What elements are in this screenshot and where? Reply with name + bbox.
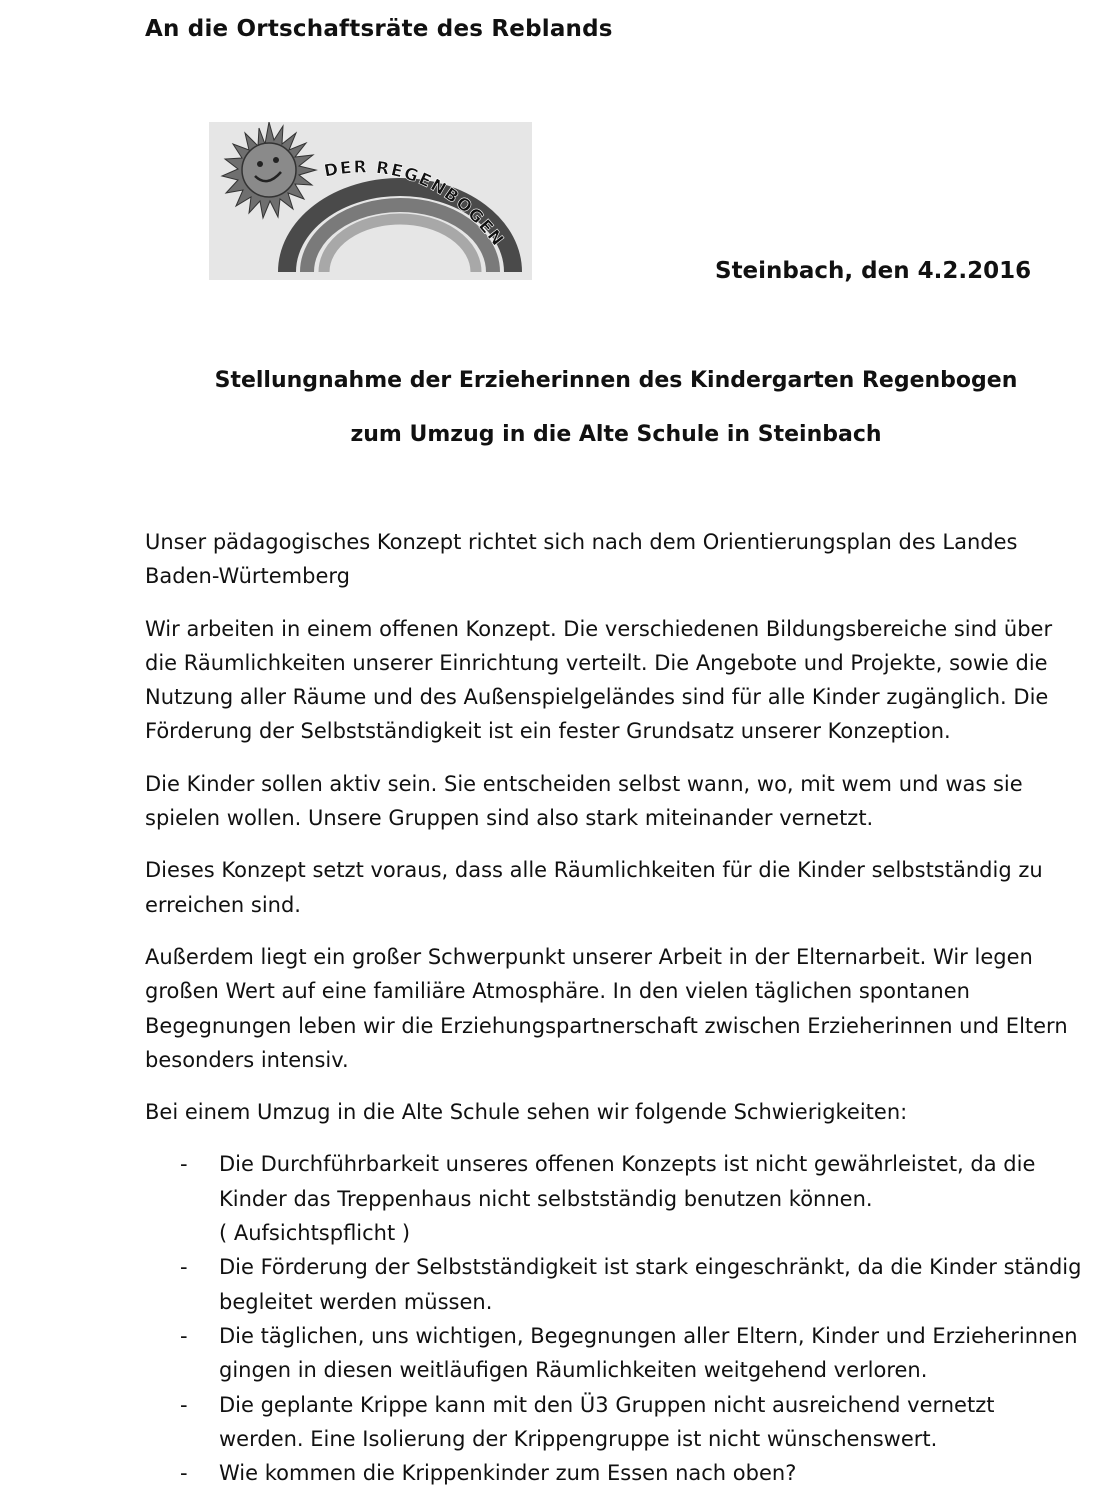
statement-title-line-2: zum Umzug in die Alte Schule in Steinbach bbox=[350, 422, 882, 447]
list-item bbox=[145, 1319, 1085, 1388]
kindergarten-logo bbox=[209, 122, 532, 280]
list-item bbox=[145, 1456, 1085, 1490]
paragraph-active-children: Die Kinder sollen aktiv sein. Sie entscheiden selbst wann, wo, mit wem und was sie spielen wollen. Unsere Gruppen sind also stark miteinander vernetzt. bbox=[145, 771, 1023, 831]
place-and-date: Steinbach, den 4.2.2016 bbox=[715, 258, 1032, 284]
difficulties-list bbox=[145, 1147, 1085, 1490]
issue-note: ( Aufsichtspflicht ) bbox=[219, 1221, 411, 1246]
list-dash: - bbox=[180, 1323, 188, 1348]
regenbogen-logo-image bbox=[209, 122, 532, 280]
statement-title-line-1: Stellungnahme der Erzieherinnen des Kindergarten Regenbogen bbox=[214, 368, 1018, 393]
paragraph-concept: Unser pädagogisches Konzept richtet sich nach dem Orientierungsplan des Landes Baden-Würtemberg bbox=[145, 530, 1018, 589]
list-dash: - bbox=[180, 1152, 188, 1177]
list-item bbox=[145, 1147, 1085, 1250]
letter-body bbox=[145, 525, 1085, 1490]
list-dash: - bbox=[180, 1392, 188, 1417]
logo-lettering: DER REGENBOGEN bbox=[322, 157, 508, 252]
list-dash: - bbox=[180, 1461, 188, 1486]
list-item bbox=[145, 1250, 1085, 1319]
list-item bbox=[145, 1388, 1085, 1457]
sun-icon bbox=[222, 122, 316, 218]
issue-text: Die Durchführbarkeit unseres offenen Konzepts ist nicht gewährleistet, da die Kinder das Treppenhaus nicht selbstständig benutzen können. bbox=[219, 1152, 1036, 1211]
issue-text: Die geplante Krippe kann mit den Ü3 Gruppen nicht ausreichend vernetzt werden. Eine Isolierung der Krippengruppe ist nicht wünschenswert. bbox=[219, 1392, 995, 1451]
issue-text: Die täglichen, uns wichtigen, Begegnungen aller Eltern, Kinder und Erzieherinnen gingen in diesen weitläufigen Räumlichkeiten weitgehend verloren. bbox=[219, 1323, 1078, 1383]
paragraph-accessibility: Dieses Konzept setzt voraus, dass alle Räumlichkeiten für die Kinder selbstständig zu erreichen sind. bbox=[145, 858, 1043, 917]
issue-text: Wie kommen die Krippenkinder zum Essen nach oben? bbox=[219, 1461, 797, 1486]
issue-text: Die Förderung der Selbstständigkeit ist stark eingeschränkt, da die Kinder ständig begleitet werden müssen. bbox=[219, 1255, 1082, 1314]
paragraph-parent-work: Außerdem liegt ein großer Schwerpunkt unserer Arbeit in der Elternarbeit. Wir legen großen Wert auf eine familiäre Atmosphäre. In den vielen täglichen spontanen Begegnungen leben wir die Erziehungspartnerschaft zwischen Erzieherinnen und Eltern besonders intensiv. bbox=[145, 944, 1068, 1072]
paragraph-difficulties-intro: Bei einem Umzug in die Alte Schule sehen wir folgende Schwierigkeiten: bbox=[145, 1100, 908, 1125]
addressee-line: An die Ortschaftsräte des Reblands bbox=[145, 16, 613, 42]
paragraph-open-concept: Wir arbeiten in einem offenen Konzept. Die verschiedenen Bildungsbereiche sind über die Räumlichkeiten unserer Einrichtung verteilt. Die Angebote und Projekte, sowie die Nutzung aller Räume und des Außenspielgeländes sind für alle Kinder zugänglich. Die Förderung der Selbstständigkeit ist ein fester Grundsatz unserer Konzeption. bbox=[145, 616, 1053, 744]
list-dash: - bbox=[180, 1255, 188, 1280]
